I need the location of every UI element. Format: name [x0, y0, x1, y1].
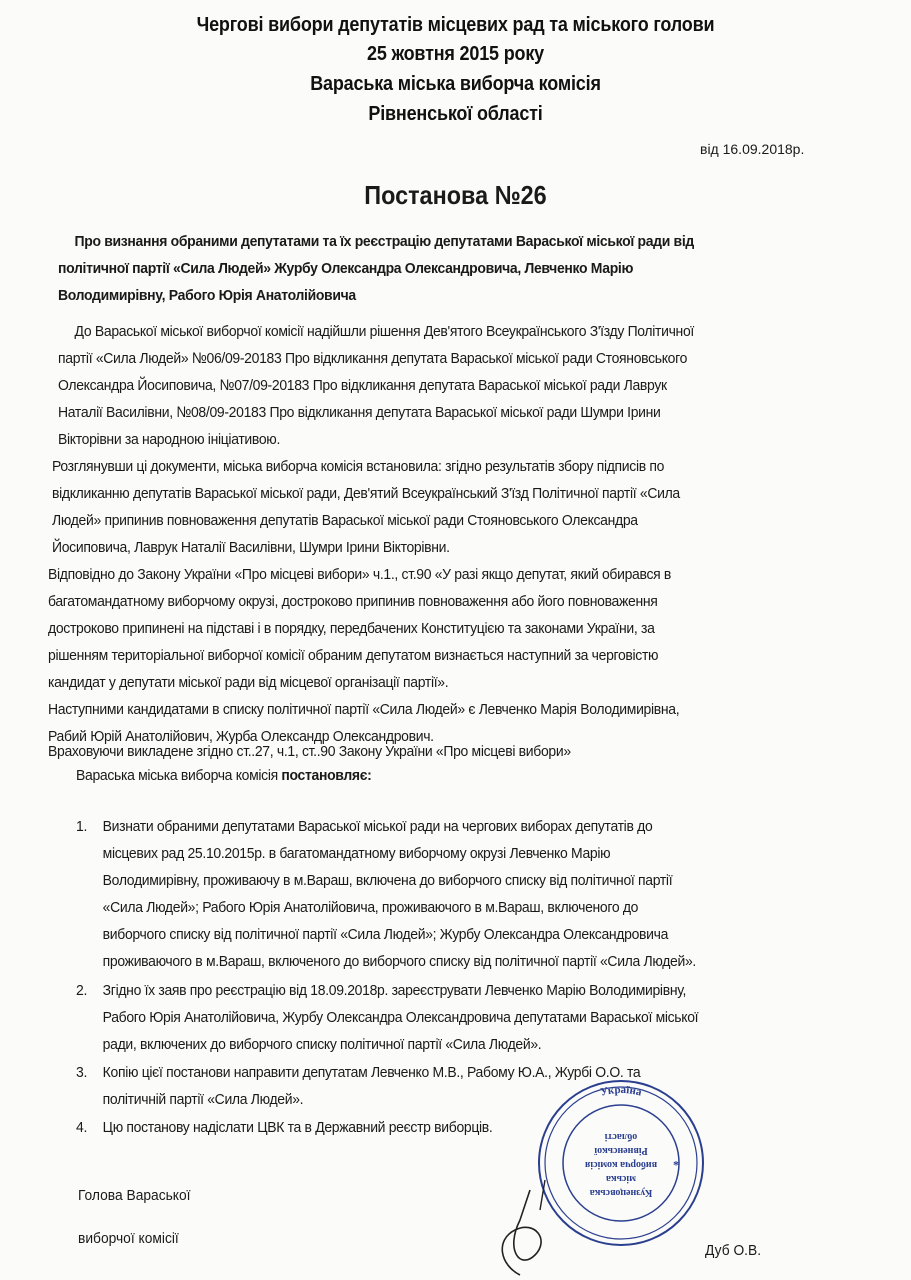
item-line: політичній партії «Сила Людей». — [102, 1091, 304, 1108]
election-heading: Чергові вибори депутатів місцевих рад та міського голови — [196, 14, 715, 36]
paragraph-line: Людей» припинив повноваження депутатів Вараської міської ради Стояновського Олександра — [52, 512, 638, 529]
item-line: ради, включених до виборчого списку політичної партії «Сила Людей». — [102, 1036, 542, 1053]
resolution-item — [76, 813, 698, 975]
paragraph-line: рішенням територіальної виборчої комісії обраним депутатом визнається наступний за черговістю — [48, 647, 659, 664]
region-heading: Рівненської області — [368, 103, 543, 125]
item-line: виборчого списку від політичної партії «Сила Людей»; Журбу Олександра Олександровича — [102, 926, 669, 943]
signatory-name: Дуб О.В. — [705, 1242, 762, 1259]
stamp-line: Рівненської — [594, 1145, 648, 1156]
paragraph-text: Вараська міська виборча комісія — [76, 767, 282, 784]
item-number: 2. — [76, 982, 88, 999]
paragraph-line: багатомандатному виборчому окрузі, достроково припинив повноваження або його повноваження — [48, 593, 658, 610]
paragraph-line: Наталії Василівни, №08/09-20183 Про відкликання депутата Вараської міської ради Шумри Ірини — [58, 404, 661, 421]
item-line: Цю постанову надіслати ЦВК та в Державний реєстр виборців. — [102, 1119, 493, 1136]
item-line: Копію цієї постанови направити депутатам Левченко М.В., Рабому Ю.А., Журбі О.О. та — [102, 1064, 641, 1081]
item-line: Згідно їх заяв про реєстрацію від 18.09.2018р. зареєструвати Левченко Марію Володимирівну, — [102, 982, 687, 999]
handwritten-signature-icon — [490, 1170, 570, 1280]
stamp-line: Кузнецовська — [589, 1187, 653, 1198]
stamp-line: виборча комісія — [584, 1159, 658, 1170]
paragraph-line: кандидат у депутати міської ради від місцевої організації партії». — [48, 674, 449, 691]
subject-line: Про визнання обраними депутатами та їх реєстрацію депутатами Вараської міської ради від — [74, 233, 694, 250]
resolution-item — [76, 977, 698, 1058]
paragraph-line: достроково припинені на підставі і в порядку, передбачених Конституцією та законами України, за — [48, 620, 655, 637]
paragraph-2 — [52, 453, 680, 561]
item-line: місцевих рад 25.10.2015р. в багатомандатному виборчому окрузі Левченко Марію — [102, 845, 611, 862]
item-number: 3. — [76, 1064, 88, 1081]
item-line: проживаючого в м.Вараш, включеного до виборчого списку від політичної партії «Сила Людей». — [102, 953, 696, 970]
paragraph-line: Розглянувши ці документи, міська виборча комісія встановила: згідно результатів збору підписів по — [52, 458, 665, 475]
subject-line: Володимирівну, Рабого Юрія Анатолійовича — [58, 287, 356, 304]
paragraph-line: Наступними кандидатами в списку політичної партії «Сила Людей» є Левченко Марія Володимирівна, — [48, 701, 680, 718]
paragraph-3 — [48, 561, 671, 696]
paragraph-line: Відповідно до Закону України «Про місцеві вибори» ч.1., ст.90 «У разі якщо депутат, який обирався в — [48, 566, 672, 583]
paragraph-line: Вікторівни за народною ініціативою. — [58, 431, 281, 448]
paragraph-line: До Вараської міської виборчої комісії надійшли рішення Дев'ятого Всеукраїнського З'їзду Політичної — [74, 323, 694, 340]
resolves-keyword: постановляє: — [281, 767, 372, 784]
paragraph-line: Рабий Юрій Анатолійович, Журба Олександр Олександрович. — [48, 728, 434, 745]
paragraph-line: відкликанню депутатів Вараської міської ради, Дев'ятий Всеукраїнський З'їзд Політичної партії «Сила — [52, 485, 680, 502]
stamp-line: області — [604, 1131, 638, 1142]
item-line: Рабого Юрія Анатолійовича, Журбу Олександра Олександровича депутатами Вараської міської — [102, 1009, 699, 1026]
election-date-heading: 25 жовтня 2015 року — [367, 43, 544, 65]
item-number: 4. — [76, 1119, 88, 1136]
paragraph-5 — [48, 738, 571, 765]
stamp-top-text: Україна — [599, 1083, 643, 1099]
svg-text:*: * — [673, 1155, 679, 1169]
paragraph-line: Враховуючи викладене згідно ст..27, ч.1, ст..90 Закону України «Про місцеві вибори» — [48, 743, 571, 760]
item-line: Визнати обраними депутатами Вараської міської ради на чергових виборах депутатів до — [102, 818, 653, 835]
document-date: від 16.09.2018р. — [700, 141, 805, 157]
item-line: «Сила Людей»; Рабого Юрія Анатолійовича, проживаючого в м.Вараш, включеного до — [102, 899, 639, 916]
signatory-position-line1: Голова Вараської — [78, 1187, 191, 1204]
paragraph-6 — [76, 762, 372, 789]
paragraph-line: Йосиповича, Лаврук Наталії Василівни, Шумри Ірини Вікторівни. — [52, 539, 450, 556]
commission-heading: Вараська міська виборча комісія — [310, 73, 601, 95]
stamp-line: міська — [606, 1173, 636, 1184]
item-number: 1. — [76, 818, 88, 835]
paragraph-1 — [58, 318, 694, 453]
subject-block — [58, 228, 694, 309]
paragraph-line: партії «Сила Людей» №06/09-20183 Про відкликання депутата Вараської міської ради Стояновського — [58, 350, 688, 367]
document-title: Постанова №26 — [364, 180, 547, 210]
item-line: Володимирівну, проживаючу в м.Вараш, включена до виборчого списку від політичної партії — [102, 872, 673, 889]
paragraph-line: Олександра Йосиповича, №07/09-20183 Про відкликання депутата Вараської міської ради Лаврук — [58, 377, 667, 394]
subject-line: політичної партії «Сила Людей» Журбу Олександра Олександровича, Левченко Марію — [58, 260, 634, 277]
signatory-position-line2: виборчої комісії — [78, 1230, 179, 1247]
